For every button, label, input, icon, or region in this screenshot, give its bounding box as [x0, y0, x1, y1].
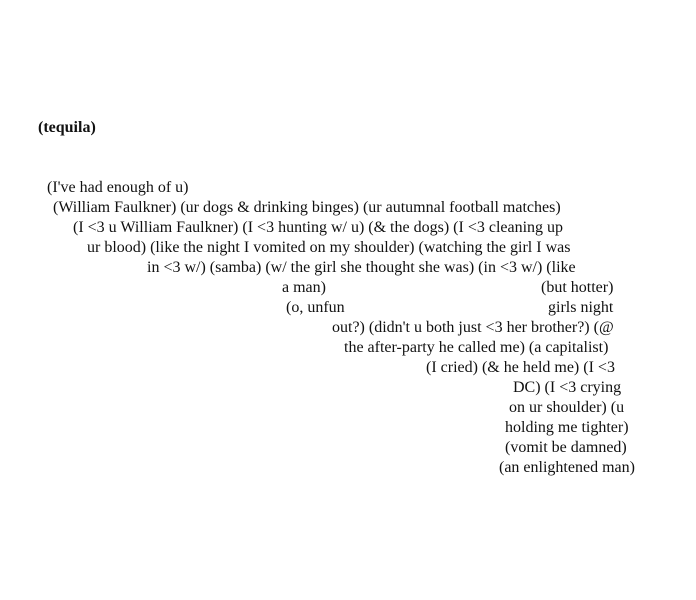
poem-line: a man) [282, 279, 326, 296]
poem-line: the after-party he called me) (a capitalist) [344, 339, 609, 356]
poem-line: girls night [548, 299, 614, 316]
poem-line: (o, unfun [286, 299, 345, 316]
poem-line: (I cried) (& he held me) (I <3 [426, 359, 615, 376]
poem-line: DC) (I <3 crying [513, 379, 622, 396]
poem-line: (I've had enough of u) [47, 179, 189, 196]
poem-line: on ur shoulder) (u [509, 399, 625, 416]
poem-line: (vomit be damned) [505, 439, 627, 456]
poem-line: (I <3 u William Faulkner) (I <3 hunting w/ u) (& the dogs) (I <3 cleaning up [73, 219, 564, 236]
poem-line: (William Faulkner) (ur dogs & drinking binges) (ur autumnal football matches) [53, 199, 561, 216]
poem-title: (tequila) [38, 119, 96, 136]
poem-line: in <3 w/) (samba) (w/ the girl she thought she was) (in <3 w/) (like [147, 259, 576, 276]
poem-line: holding me tighter) [505, 419, 629, 436]
poem-line: (but hotter) [541, 279, 614, 296]
poem-line: ur blood) (like the night I vomited on my shoulder) (watching the girl I was [87, 239, 571, 256]
poem-line: out?) (didn't u both just <3 her brother?) (@ [332, 319, 614, 336]
poem-line: (an enlightened man) [499, 459, 635, 476]
